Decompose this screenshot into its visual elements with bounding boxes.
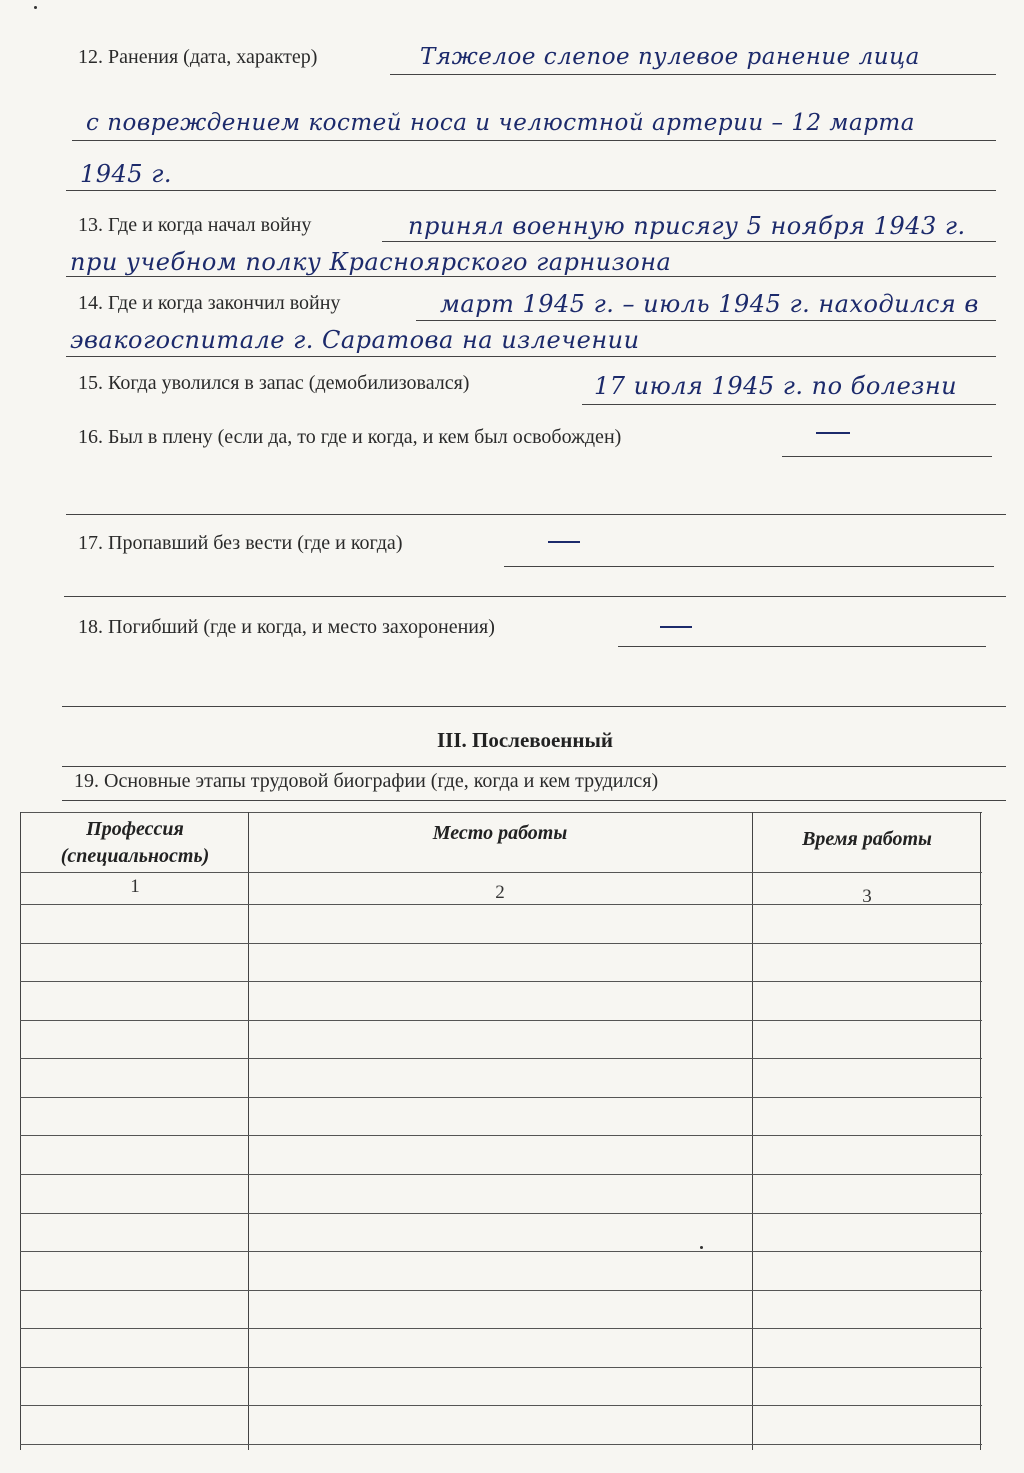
header-work-period: Время работы <box>802 828 932 850</box>
item-14-answer-line-2: эвакогоспитале г. Саратова на излечении <box>70 326 640 354</box>
column-number-3: 3 <box>862 886 872 907</box>
item-13-answer-line-1: принял военную присягу 5 ноября 1943 г. <box>408 212 966 240</box>
table-row <box>20 1367 982 1368</box>
item-13-rule-2 <box>66 276 996 277</box>
item-16-rule-2 <box>66 514 1006 515</box>
header-workplace: Место работы <box>432 822 568 844</box>
item-13-label: 13. Где и когда начал войну <box>78 214 312 236</box>
item-15-answer: 17 июля 1945 г. по болезни <box>594 372 958 400</box>
item-17-label: 17. Пропавший без вести (где и когда) <box>78 532 403 554</box>
item-12-rule-1 <box>390 74 996 75</box>
table-top-border <box>20 812 982 813</box>
item-14-rule-1 <box>416 320 996 321</box>
item-17-answer-dash <box>548 541 580 543</box>
table-left-border <box>20 812 21 1450</box>
item-18-rule-2 <box>62 706 1006 707</box>
header-rule <box>20 872 982 873</box>
item-14-label: 14. Где и когда закончил войну <box>78 292 341 314</box>
item-12-answer-line-2: с повреждением костей носа и челюстной артерии – 12 марта <box>86 110 915 136</box>
table-row <box>20 1097 982 1098</box>
column-number-2: 2 <box>495 882 505 903</box>
table-row <box>20 1405 982 1406</box>
item-18-label: 18. Погибший (где и когда, и место захоронения) <box>78 616 495 638</box>
item-16-rule-1 <box>782 456 992 457</box>
header-profession: Профессия (специальность) <box>60 818 210 867</box>
section-rule <box>62 766 1006 767</box>
table-row <box>20 1444 982 1445</box>
scan-speck <box>34 6 37 9</box>
table-row <box>20 1020 982 1021</box>
table-row <box>20 1135 982 1136</box>
item-12-rule-3 <box>66 190 996 191</box>
table-row <box>20 943 982 944</box>
scan-speck <box>700 1246 703 1249</box>
item-12-label: 12. Ранения (дата, характер) <box>78 46 318 68</box>
table-row <box>20 1213 982 1214</box>
item-16-answer-dash <box>816 432 850 434</box>
item-13-rule-1 <box>382 241 996 242</box>
table-row <box>20 1058 982 1059</box>
item-12-answer-line-1: Тяжелое слепое пулевое ранение лица <box>420 44 920 70</box>
section-title: III. Послевоенный <box>437 728 613 752</box>
table-divider-1 <box>248 812 249 1450</box>
table-divider-2 <box>752 812 753 1450</box>
item-15-rule <box>582 404 996 405</box>
item-19-rule <box>62 800 1006 801</box>
table-row <box>20 1251 982 1252</box>
item-16-label: 16. Был в плену (если да, то где и когда, и кем был освобожден) <box>78 426 622 448</box>
column-number-1: 1 <box>130 876 140 897</box>
table-row <box>20 981 982 982</box>
item-14-rule-2 <box>66 356 996 357</box>
item-15-label: 15. Когда уволился в запас (демобилизовался) <box>78 372 470 394</box>
item-14-answer-line-1: март 1945 г. – июль 1945 г. находился в <box>440 290 979 318</box>
item-18-answer-dash <box>660 626 692 628</box>
table-row <box>20 904 982 905</box>
item-18-rule-1 <box>618 646 986 647</box>
work-history-table <box>20 812 982 1450</box>
item-19-label: 19. Основные этапы трудовой биографии (где, когда и кем трудился) <box>74 770 659 792</box>
item-12-answer-line-3: 1945 г. <box>80 160 172 188</box>
item-17-rule-1 <box>504 566 994 567</box>
item-17-rule-2 <box>64 596 1006 597</box>
table-row <box>20 1290 982 1291</box>
table-row <box>20 1174 982 1175</box>
item-12-rule-2 <box>72 140 996 141</box>
table-row <box>20 1328 982 1329</box>
item-13-answer-line-2: при учебном полку Красноярского гарнизона <box>70 248 672 276</box>
table-right-border <box>980 812 981 1450</box>
